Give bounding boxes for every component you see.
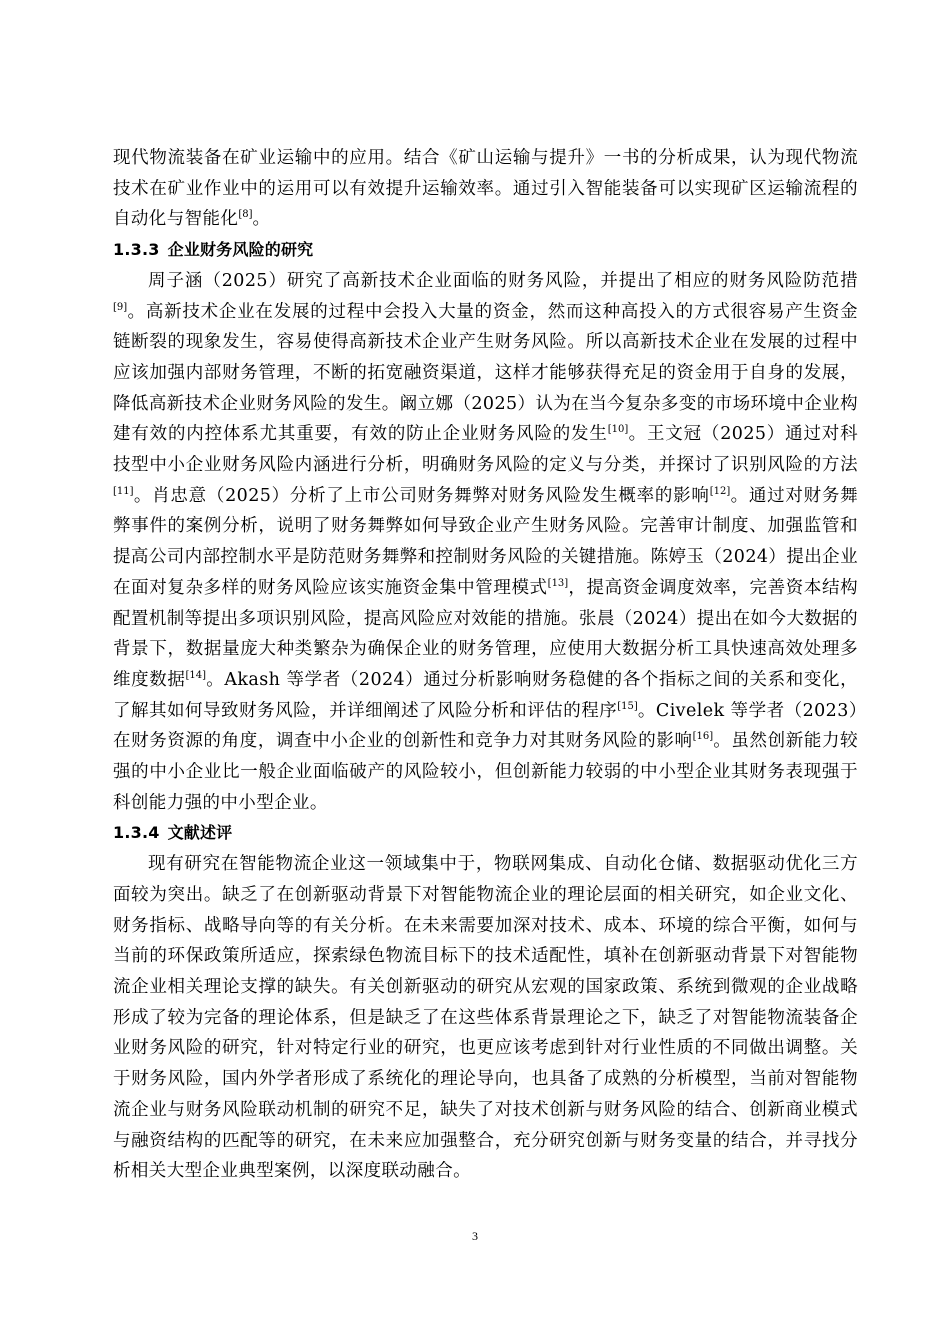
text-segment: 。通过对财务舞弊事件的案例分析，说明了财务舞弊如何导致企业产生财务风险。完善审计制度、加强监管和提高公司内部控制水平是防范财务舞弊和控制财务风险的关键措施。陈婷玉（2024）提出企业在面对复杂多样的财务风险应该实施资金集中管理模式 <box>113 485 859 598</box>
text-segment: 。Civelek 等学者（2023）在财务资源的角度，调查中小企业的创新性和竞争力对其财务风险的影响 <box>113 700 858 752</box>
text-segment: 周子涵（2025）研究了高新技术企业面临的财务风险，并提出了相应的财务风险防范措 <box>148 270 858 291</box>
section-number: 1.3.3 <box>113 240 160 260</box>
text-segment: 。高新技术企业在发展的过程中会投入大量的资金，然而这种高投入的方式很容易产生资金链断裂的现象发生，容易使得高新技术企业产生财务风险。所以高新技术企业在发展的过程中应该加强内部财务管理，不断的拓宽融资渠道，这样才能够获得充足的资金用于自身的发展，降低高新技术企业财务风险的发生。阚立娜（2025）认为在当今复杂多变的市场环境中企业构建有效的内控体系尤其重要，有效的防止企业财务风险的发生 <box>113 301 858 445</box>
section-title: 企业财务风险的研究 <box>167 240 314 260</box>
section-number: 1.3.4 <box>113 823 160 843</box>
citation-ref: [16] <box>692 731 714 743</box>
citation-ref: [13] <box>547 578 569 590</box>
document-body <box>113 143 858 1187</box>
citation-ref: [12] <box>709 485 731 497</box>
section-title: 文献述评 <box>167 823 233 843</box>
section-heading-1-3-3 <box>113 235 858 266</box>
text-segment: 。虽然创新能力较强的中小企业比一般企业面临破产的风险较小，但创新能力较弱的中小型企业其财务表现强于科创能力强的中小型企业。 <box>113 731 858 813</box>
section-1-3-4-paragraph: 现有研究在智能物流企业这一领域集中于，物联网集成、自动化仓储、数据驱动优化三方面较为突出。缺乏了在创新驱动背景下对智能物流企业的理论层面的相关研究，如企业文化、财务指标、战略导向等的有关分析。在未来需要加深对技术、成本、环境的综合平衡，如何与当前的环保政策所适应，探索绿色物流目标下的技术适配性，填补在创新驱动背景下对智能物流企业相关理论支撑的缺失。有关创新驱动的研究从宏观的国家政策、系统到微观的企业战略形成了较为完备的理论体系，但是缺乏了在这些体系背景理论之下，缺乏了对智能物流装备企业财务风险的研究，针对特定行业的研究，也更应该考虑到针对行业性质的不同做出调整。关于财务风险，国内外学者形成了系统化的理论导向，也具备了成熟的分析模型，当前对智能物流企业与财务风险联动机制的研究不足，缺失了对技术创新与财务风险的结合、创新商业模式与融资结构的匹配等的研究，在未来应加强整合，充分研究创新与财务变量的结合，并寻找分析相关大型企业典型案例，以深度联动融合。 <box>113 854 858 1182</box>
intro-paragraph <box>113 143 858 235</box>
intro-text: 现代物流装备在矿业运输中的应用。结合《矿山运输与提升》一书的分析成果，认为现代物流技术在矿业作业中的运用可以有效提升运输效率。通过引入智能装备可以实现矿区运输流程的自动化与智能化 <box>113 148 858 230</box>
citation-ref: [9] <box>113 301 128 313</box>
page-number: 3 <box>472 1229 478 1243</box>
section-1-3-3-paragraph <box>113 266 858 819</box>
text-segment: ，提高资金调度效率，完善资本结构配置机制等提出多项识别风险，提高风险应对效能的措施。张晨（2024）提出在如今大数据的背景下，数据量庞大种类繁杂为确保企业的财务管理，应使用大数据分析工具快速高效处理多维度数据 <box>113 577 858 690</box>
text-segment: 。Akash 等学者（2024）通过分析影响财务稳健的各个指标之间的关系和变化，了解其如何导致财务风险，并详细阐述了风险分析和评估的程序 <box>113 669 858 721</box>
citation-ref: [10] <box>607 424 629 436</box>
citation-ref: [11] <box>113 485 134 497</box>
text-segment: 。王文冠（2025）通过对科技型中小企业财务风险内涵进行分析，明确财务风险的定义与分类，并探讨了识别风险的方法 <box>113 424 858 476</box>
citation-ref: [8] <box>238 209 253 221</box>
citation-ref: [14] <box>185 670 207 682</box>
intro-end: 。 <box>252 209 271 230</box>
text-segment: 。肖忠意（2025）分析了上市公司财务舞弊对财务风险发生概率的影响 <box>133 485 710 506</box>
section-heading-1-3-4 <box>113 818 858 849</box>
citation-ref: [15] <box>617 700 638 712</box>
